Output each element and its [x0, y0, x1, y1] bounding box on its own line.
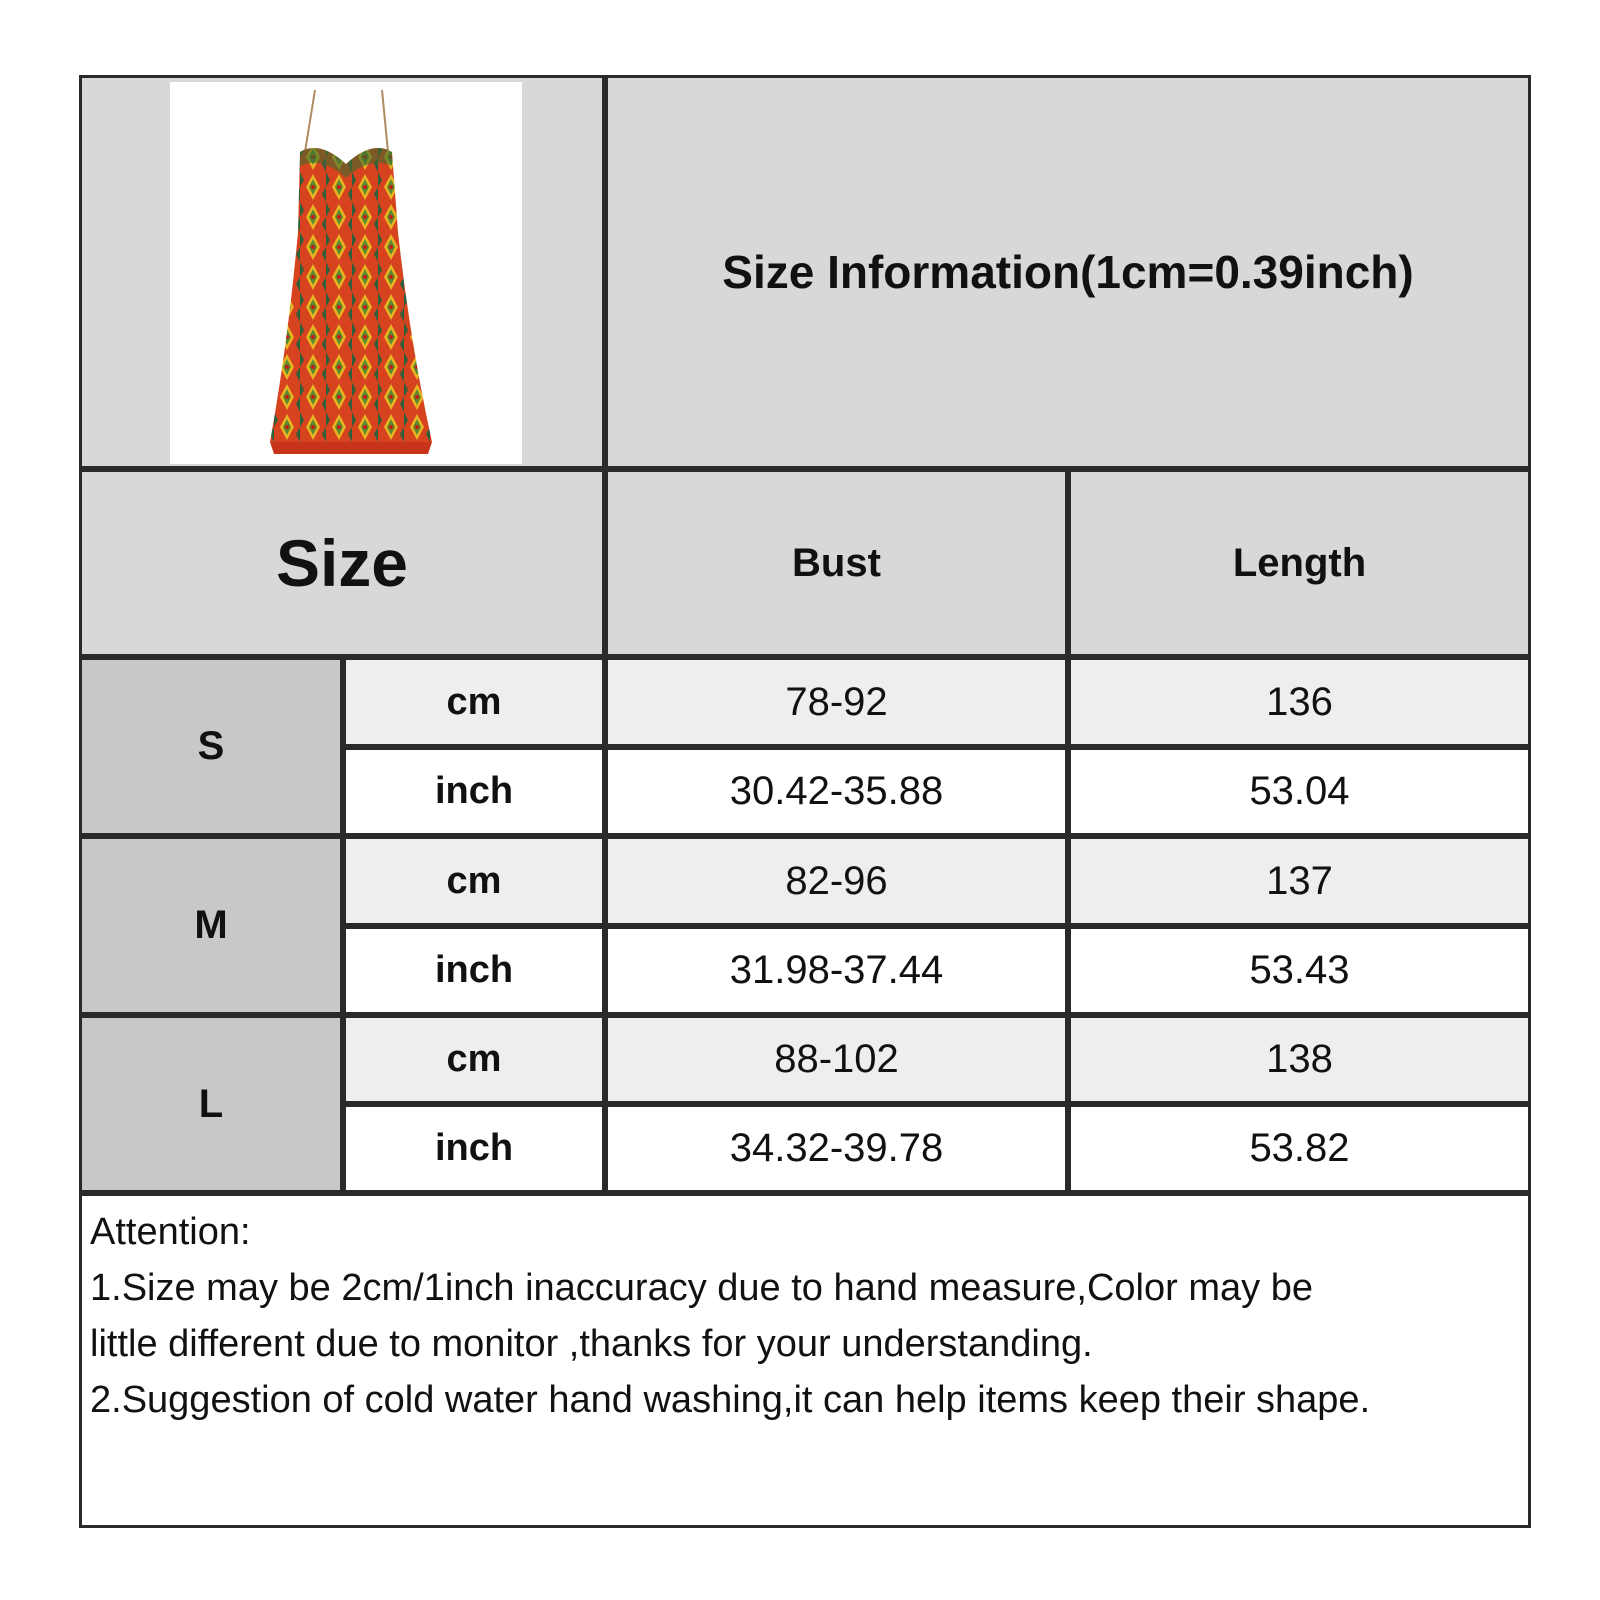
length-inch-value: 53.82: [1068, 1104, 1531, 1193]
notes-line: little different due to monitor ,thanks for your understanding.: [90, 1323, 1093, 1365]
unit-label-cm: cm: [343, 1015, 605, 1104]
length-inch-value: 53.43: [1068, 926, 1531, 1015]
unit-label-inch: inch: [343, 926, 605, 1015]
bust-inch-value: 34.32-39.78: [605, 1104, 1068, 1193]
bust-inch-value: 30.42-35.88: [605, 747, 1068, 836]
unit-label-cm: cm: [343, 836, 605, 926]
bust-cm-value: 82-96: [605, 836, 1068, 926]
length-cm-value: 138: [1068, 1015, 1531, 1104]
notes-heading: Attention:: [90, 1211, 251, 1253]
size-column-header: Size: [79, 469, 605, 657]
product-image-cell: [79, 75, 605, 469]
size-label-m: M: [79, 836, 343, 1015]
length-cm-value: 136: [1068, 657, 1531, 747]
notes-line: 1.Size may be 2cm/1inch inaccuracy due to hand measure,Color may be: [90, 1267, 1313, 1309]
size-label-l: L: [79, 1015, 343, 1193]
length-column-header: Length: [1068, 469, 1531, 657]
bust-column-header: Bust: [605, 469, 1068, 657]
dress-image: [170, 82, 522, 464]
length-cm-value: 137: [1068, 836, 1531, 926]
bust-cm-value: 78-92: [605, 657, 1068, 747]
unit-label-cm: cm: [343, 657, 605, 747]
length-inch-value: 53.04: [1068, 747, 1531, 836]
unit-label-inch: inch: [343, 1104, 605, 1193]
notes-line: 2.Suggestion of cold water hand washing,it can help items keep their shape.: [90, 1379, 1371, 1421]
size-label-s: S: [79, 657, 343, 836]
unit-label-inch: inch: [343, 747, 605, 836]
bust-cm-value: 88-102: [605, 1015, 1068, 1104]
bust-inch-value: 31.98-37.44: [605, 926, 1068, 1015]
size-info-title: Size Information(1cm=0.39inch): [605, 75, 1531, 469]
attention-notes: [79, 1193, 1531, 1528]
